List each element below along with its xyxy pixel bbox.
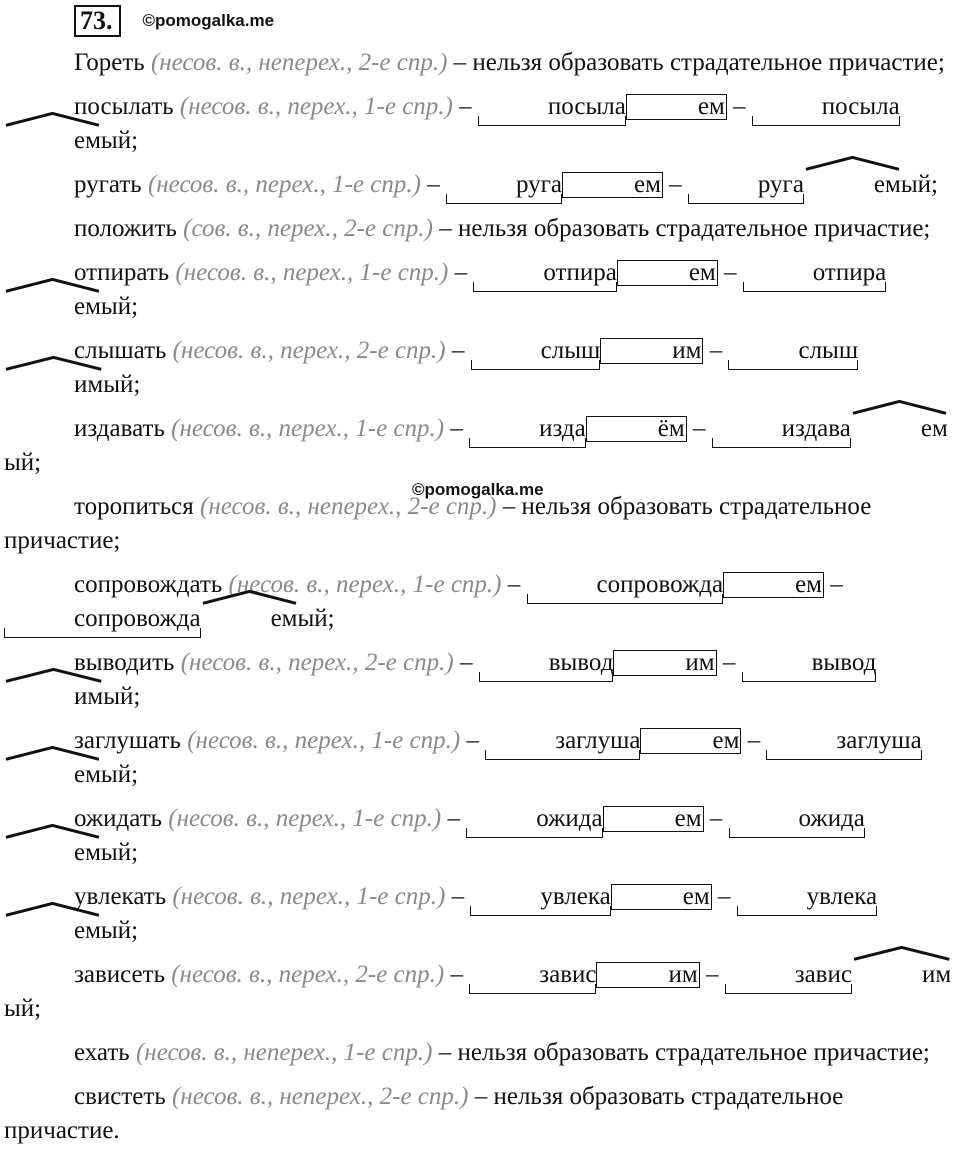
- suffix-mark-icon: [4, 668, 103, 682]
- participle-suffix-text: им: [921, 961, 952, 988]
- grammar-note: (несов. в., перех., 1-е спр.): [147, 171, 421, 198]
- dash: –: [459, 649, 473, 676]
- participle-suffix-text: ем: [873, 171, 901, 198]
- suffix-mark-icon: [4, 746, 101, 760]
- verb-form-ending: ем: [603, 806, 704, 832]
- suffix-mark-icon: [852, 946, 951, 960]
- entry-paragraph: [4, 90, 956, 158]
- verb-form-stem: вывод: [479, 646, 614, 680]
- dash: –: [709, 805, 723, 832]
- verb-form-ending: им: [600, 338, 703, 364]
- dash: –: [459, 93, 472, 120]
- dash: –: [830, 571, 843, 598]
- participle-ending: ый;: [100, 917, 139, 944]
- entry-paragraph: [4, 1080, 956, 1148]
- suffix-mark-icon: [201, 590, 298, 604]
- participle-suffix: [4, 758, 101, 792]
- participle-stem: сопровожда: [4, 602, 201, 636]
- entry-paragraph: [4, 568, 956, 636]
- participle-suffix: [201, 602, 298, 636]
- dash: –: [692, 415, 706, 442]
- suffix-mark-icon: [4, 356, 103, 370]
- entry-paragraph: [4, 958, 956, 1026]
- participle-ending: ый;: [100, 839, 139, 866]
- dash: –: [709, 337, 723, 364]
- entry-paragraph: [4, 256, 956, 324]
- grammar-note: (несов. в., перех., 1-е спр.): [175, 259, 449, 286]
- participle-ending: ый;: [4, 449, 42, 476]
- participle-suffix: [4, 124, 101, 158]
- verb-form-ending: ём: [586, 416, 687, 442]
- entry-paragraph: [4, 412, 956, 480]
- verb-form-ending: ем: [617, 260, 718, 286]
- verb-infinitive: издавать: [74, 415, 165, 442]
- grammar-note: (несов. в., перех., 1-е спр.): [172, 883, 446, 910]
- participle-suffix: [852, 958, 951, 992]
- grammar-note: (несов. в., неперех., 1-е спр.): [135, 1039, 433, 1066]
- participle-ending: ый;: [100, 127, 139, 154]
- verb-infinitive: отпирать: [74, 259, 170, 286]
- entry-paragraph: [4, 646, 956, 714]
- suffix-mark-icon: [4, 824, 101, 838]
- dash: –: [451, 883, 465, 910]
- participle-stem: завис: [725, 958, 852, 992]
- watermark: ©pomogalka.me: [142, 11, 275, 30]
- verb-form-stem: посыла: [478, 90, 626, 124]
- entry-paragraph: [4, 212, 956, 246]
- dash: –: [724, 259, 737, 286]
- participle-suffix: [4, 368, 103, 402]
- participle-suffix-text: им: [74, 683, 104, 710]
- entry-paragraph: [4, 334, 956, 402]
- exercise-body: [4, 46, 956, 1158]
- participle-stem: заглуша: [766, 724, 921, 758]
- participle-stem: посыла: [752, 90, 900, 124]
- result-text: – нельзя образовать страдательное причастие;: [438, 1039, 930, 1066]
- verb-infinitive: посылать: [74, 93, 174, 120]
- verb-form-stem: сопровожда: [527, 568, 724, 602]
- participle-ending: ый;: [103, 683, 141, 710]
- grammar-note: (несов. в., перех., 2-е спр.): [171, 961, 445, 988]
- dash: –: [507, 571, 521, 598]
- dash: –: [451, 337, 465, 364]
- dash: –: [466, 727, 479, 754]
- grammar-note: (несов. в., перех., 1-е спр.): [179, 93, 453, 120]
- entry-paragraph: [4, 168, 956, 202]
- dash: –: [705, 961, 719, 988]
- participle-stem: ожида: [729, 802, 865, 836]
- dash: –: [733, 93, 746, 120]
- dash: –: [447, 805, 461, 832]
- verb-form-ending: им: [596, 962, 699, 988]
- verb-form-stem: отпира: [473, 256, 616, 290]
- grammar-note: (несов. в., перех., 2-е спр.): [180, 649, 454, 676]
- participle-ending: ый;: [103, 371, 141, 398]
- verb-form-ending: им: [613, 650, 716, 676]
- verb-form-stem: слыш: [471, 334, 601, 368]
- verb-form-ending: ем: [626, 94, 727, 120]
- verb-infinitive: торопиться: [74, 493, 194, 520]
- suffix-mark-icon: [4, 902, 101, 916]
- dash: –: [454, 259, 468, 286]
- grammar-note: (несов. в., перех., 1-е спр.): [187, 727, 461, 754]
- participle-suffix-text: ем: [920, 415, 948, 442]
- suffix-mark-icon: [804, 156, 901, 170]
- participle-suffix: [4, 836, 101, 870]
- grammar-note: (несов. в., перех., 1-е спр.): [228, 571, 502, 598]
- result-text: – нельзя образовать страдательное причастие.: [4, 1083, 844, 1144]
- exercise-header: [74, 4, 274, 38]
- entry-paragraph: [4, 802, 956, 870]
- exercise-number: 73.: [74, 5, 121, 37]
- participle-ending: ый;: [900, 171, 938, 198]
- dash: –: [722, 649, 736, 676]
- participle-ending: ый;: [100, 293, 139, 320]
- dash: –: [747, 727, 761, 754]
- verb-infinitive: увлекать: [74, 883, 167, 910]
- grammar-note: (несов. в., перех., 1-е спр.): [168, 805, 442, 832]
- participle-suffix-text: ем: [74, 127, 101, 154]
- participle-stem: слыш: [728, 334, 858, 368]
- grammar-note: (сов. в., перех., 2-е спр.): [183, 215, 433, 242]
- result-text: – нельзя образовать страдательное причастие;: [4, 493, 872, 554]
- dash: –: [669, 171, 682, 198]
- result-text: – нельзя образовать страдательное причастие;: [439, 215, 931, 242]
- participle-suffix: [4, 680, 103, 714]
- participle-suffix: [851, 412, 948, 446]
- verb-infinitive: заглушать: [74, 727, 181, 754]
- dash: –: [717, 883, 731, 910]
- entry-paragraph: [4, 46, 956, 80]
- verb-infinitive: свистеть: [74, 1083, 166, 1110]
- participle-stem: руга: [688, 168, 804, 202]
- participle-stem: увлека: [737, 880, 877, 914]
- result-text: – нельзя образовать страдательное причастие;: [453, 49, 945, 76]
- participle-ending: ый;: [4, 995, 42, 1022]
- dash: –: [450, 961, 463, 988]
- verb-form-ending: ем: [640, 728, 741, 754]
- dash: –: [450, 415, 463, 442]
- participle-stem: вывод: [742, 646, 877, 680]
- participle-suffix-text: ем: [74, 839, 101, 866]
- participle-ending: ый;: [100, 761, 139, 788]
- entry-paragraph: [4, 1036, 956, 1070]
- verb-infinitive: выводить: [74, 649, 175, 676]
- entry-paragraph: [4, 724, 956, 792]
- dash: –: [427, 171, 440, 198]
- verb-infinitive: слышать: [74, 337, 167, 364]
- participle-suffix-text: ем: [74, 761, 101, 788]
- verb-infinitive: сопровождать: [74, 571, 223, 598]
- verb-infinitive: ехать: [74, 1039, 130, 1066]
- participle-ending: ый;: [297, 605, 335, 632]
- participle-suffix-text: ем: [74, 293, 101, 320]
- verb-form-stem: ожида: [466, 802, 602, 836]
- verb-infinitive: ругать: [74, 171, 142, 198]
- grammar-note: (несов. в., неперех., 2-е спр.): [200, 493, 497, 520]
- watermark-middle: ©pomogalka.me: [412, 480, 544, 499]
- participle-suffix: [804, 168, 901, 202]
- participle-suffix-text: ем: [270, 605, 298, 632]
- suffix-mark-icon: [4, 278, 101, 292]
- participle-suffix-text: ем: [74, 917, 101, 944]
- verb-infinitive: ожидать: [74, 805, 163, 832]
- verb-infinitive: положить: [74, 215, 177, 242]
- grammar-note: (несов. в., неперех., 2-е спр.): [171, 1083, 469, 1110]
- verb-form-stem: руга: [446, 168, 562, 202]
- participle-suffix: [4, 290, 101, 324]
- verb-form-ending: ем: [611, 884, 712, 910]
- grammar-note: (несов. в., перех., 1-е спр.): [171, 415, 445, 442]
- suffix-mark-icon: [851, 400, 948, 414]
- grammar-note: (несов. в., перех., 2-е спр.): [172, 337, 446, 364]
- verb-infinitive: зависеть: [74, 961, 165, 988]
- grammar-note: (несов. в., неперех., 2-е спр.): [150, 49, 448, 76]
- verb-form-stem: увлека: [470, 880, 610, 914]
- verb-infinitive: Гореть: [74, 49, 145, 76]
- verb-form-ending: ем: [723, 572, 824, 598]
- suffix-mark-icon: [4, 112, 101, 126]
- entry-paragraph: [4, 880, 956, 948]
- participle-stem: издава: [712, 412, 851, 446]
- verb-form-stem: изда: [469, 412, 586, 446]
- entry-paragraph: [4, 490, 956, 558]
- participle-stem: отпира: [743, 256, 886, 290]
- participle-suffix: [4, 914, 101, 948]
- verb-form-stem: заглуша: [485, 724, 640, 758]
- verb-form-stem: завис: [469, 958, 596, 992]
- participle-suffix-text: им: [74, 371, 104, 398]
- verb-form-ending: ем: [562, 172, 663, 198]
